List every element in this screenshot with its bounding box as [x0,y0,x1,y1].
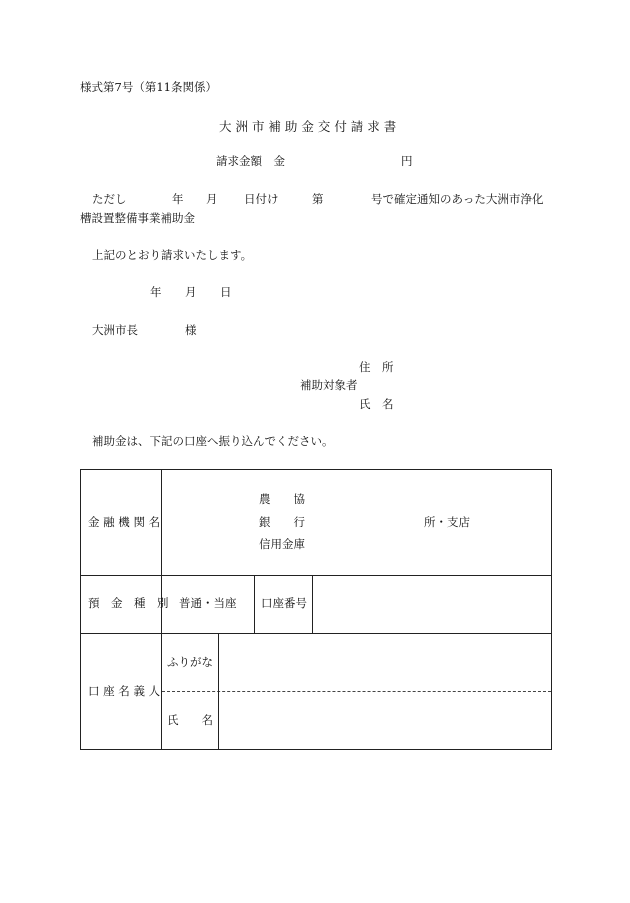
body-notice: 号で確定通知のあった大洲市浄化 [371,192,544,206]
date-month: 月 [185,285,197,299]
holder-name-label: 氏 名 [167,713,213,727]
deposit-type-label: 預 金 種 別 [88,596,169,610]
address-label: 住 所 [359,360,394,374]
body-notice-cont: 槽設置整備事業補助金 [80,211,195,225]
institution-shinkin: 信用金庫 [259,537,305,551]
transfer-note: 補助金は、下記の口座へ振り込んでください。 [92,434,334,448]
applicant-role-label: 補助対象者 [300,378,358,392]
institution-ginko: 銀 行 [259,515,305,529]
body-dai: 第 [312,192,324,206]
tadashi-text: ただし [92,192,127,206]
account-label-divider [312,575,313,633]
body-dated: 日付け [244,192,279,206]
addressee-honorific: 様 [185,323,197,337]
institution-nokyo: 農 協 [259,492,305,506]
form-number: 様式第7号（第11条関係） [80,80,217,94]
date-year: 年 [150,285,162,299]
account-holder-label: 口 座 名 義 人 [88,684,161,698]
furigana-label: ふりがな [167,655,213,669]
furigana-dashed-divider [162,691,551,692]
row-divider [81,575,551,576]
amount-label: 請求金額 金 [216,154,285,168]
bank-account-table [80,469,552,750]
deposit-column-divider [254,575,255,633]
date-day: 日 [220,285,232,299]
institution-label: 金 融 機 関 名 [88,515,161,529]
body-month: 月 [206,192,218,206]
applicant-name-label: 氏 名 [359,397,394,411]
addressee-name: 大洲市長 [92,323,138,337]
page-title: 大 洲 市 補 助 金 交 付 請 求 書 [219,119,397,134]
branch-label: 所・支店 [424,515,470,529]
row-divider [81,633,551,634]
deposit-type-options: 普通・当座 [179,596,237,610]
request-text: 上記のとおり請求いたします。 [92,248,253,262]
holder-label-divider [218,633,219,749]
body-year: 年 [172,192,184,206]
account-number-label: 口座番号 [261,596,307,610]
amount-unit: 円 [401,154,413,168]
